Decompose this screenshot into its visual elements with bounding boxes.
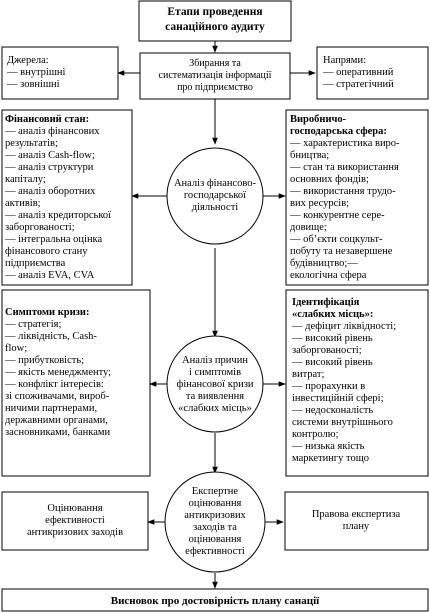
- symptoms-text-line: — стратегія;: [5, 319, 62, 330]
- production-text-line: — характеристика виро-: [290, 138, 400, 149]
- circle-expert-text-line: ефективності: [185, 546, 245, 557]
- production-text-line: основних фондів;: [290, 174, 369, 185]
- production-text-line: вих ресурсів;: [290, 198, 350, 209]
- weak-points-text-line: контролю;: [292, 429, 339, 440]
- eval-right-text-line: Правова експертиза: [311, 509, 401, 520]
- financial-text-line: підприємства: [5, 258, 66, 269]
- weak-points-text-line: — прорахунки в: [292, 381, 366, 392]
- directions-text-line: — стратегічний: [323, 79, 394, 90]
- circle-analysis-text-line: діяльності: [191, 202, 239, 213]
- weak-points-text-line: маркетингу тощо: [292, 453, 370, 464]
- production-text-line: будівництво;—: [290, 258, 358, 269]
- circle-expert-text-line: оцінювання: [188, 534, 242, 545]
- title-text-line: Етапи проведення: [167, 6, 263, 18]
- conclusion-text: [111, 595, 320, 607]
- symptoms-text-line: flow;: [5, 343, 28, 354]
- sources-text-line: Джерела:: [7, 55, 49, 66]
- title-text-line: санаційного аудиту: [165, 21, 265, 33]
- financial-text-line: — аналіз кредиторської: [5, 210, 112, 221]
- sources-text-line: — зовнішні: [7, 79, 60, 90]
- symptoms-text-line: Симптоми кризи:: [5, 307, 90, 318]
- production-text-line: довище;: [290, 222, 327, 233]
- collect-text-line: Збирання та: [189, 58, 241, 69]
- directions-text-line: Напрями:: [323, 55, 366, 66]
- financial-text-line: Фінансовий стан:: [5, 114, 90, 125]
- weak-points-text-line: витрат;: [292, 369, 325, 380]
- directions-text-line: — оперативний: [323, 67, 394, 78]
- conclusion-text-line: Висновок про достовірність плану санації: [110, 595, 320, 607]
- symptoms-text-line: державними органами,: [5, 415, 108, 426]
- financial-text-line: — аналіз оборотних: [5, 186, 96, 197]
- weak-points-text-line: — низька якість: [292, 441, 365, 452]
- financial-text-line: активів;: [5, 198, 41, 209]
- circle-expert-text-line: заходів та: [193, 522, 237, 533]
- symptoms-text-line: — прибутковість;: [5, 355, 85, 366]
- circle-crisis-text-line: фінансової кризи: [176, 379, 254, 390]
- financial-text-line: — аналіз фінансових: [5, 126, 100, 137]
- financial-text-line: результатів;: [5, 138, 58, 149]
- symptoms-text-line: ничими партнерами,: [5, 403, 98, 414]
- production-text-line: екологічна сфера: [290, 270, 367, 281]
- weak-points-text-line: Ідентифікація: [292, 297, 360, 308]
- symptoms-text-line: — ліквідність, Cash-: [5, 331, 97, 342]
- symptoms-text-line: — конфлікт інтересів:: [5, 379, 104, 390]
- weak-points-text-line: заборгованості;: [292, 345, 362, 356]
- production-text-line: бництва;: [290, 150, 330, 161]
- sources-text-line: — внутрішні: [7, 67, 66, 78]
- weak-points-text-line: — високий рівень: [292, 333, 373, 344]
- weak-points-text-line: системи внутрішнього: [292, 417, 393, 428]
- financial-text-line: — аналіз структури: [5, 162, 94, 173]
- financial-text-line: фінансового стану: [5, 246, 88, 257]
- symptoms-text-line: зі споживачами, вироб-: [5, 391, 110, 402]
- circle-expert-text-line: Експертне: [191, 486, 239, 497]
- weak-points-text-line: — дефіцит ліквідності;: [292, 321, 397, 332]
- circle-crisis-text-line: і симптомів: [188, 367, 242, 378]
- weak-points-text-line: — недосконалість: [292, 405, 374, 416]
- financial-text-line: заборгованості;: [5, 222, 75, 233]
- production-text-line: — об’єкти соцкульт-: [290, 234, 383, 245]
- eval-right-text-line: плану: [342, 521, 370, 532]
- eval-left-text-line: ефективності: [45, 515, 105, 526]
- circle-crisis-text-line: Аналіз причин: [182, 355, 248, 366]
- production-text-line: — стан та використання: [290, 162, 399, 173]
- production-text-line: господарська сфера:: [290, 126, 387, 137]
- circle-analysis-text-line: господарської: [183, 190, 247, 201]
- circle-analysis-text-line: Аналіз фінансово-: [173, 178, 257, 189]
- symptoms-text-line: засновниками, банками: [5, 427, 111, 438]
- production-text-line: Виробничо-: [290, 114, 347, 125]
- circle-crisis-text-line: та виявлення: [185, 391, 245, 402]
- circle-expert-text-line: антикризових: [184, 510, 246, 521]
- symptoms-text-line: — якість менеджменту;: [5, 367, 112, 378]
- circle-expert-text-line: оцінювання: [188, 498, 242, 509]
- weak-points-text-line: — високий рівень: [292, 357, 373, 368]
- collect-text-line: систематизація інформації: [158, 70, 272, 81]
- production-text-line: — використання трудо-: [290, 186, 396, 197]
- financial-text-line: — інтегральна оцінка: [5, 234, 103, 245]
- circle-crisis-text-line: «слабких місць»: [178, 403, 252, 414]
- financial-text-line: — аналіз Cash-flow;: [5, 150, 95, 161]
- circle-crisis-text: [177, 355, 254, 414]
- weak-points-text-line: інвестиційній сфері;: [292, 393, 384, 404]
- eval-left-text-line: антикризових заходів: [26, 527, 124, 538]
- eval-left-text-line: Оцінювання: [47, 503, 103, 514]
- production-text-line: — конкурентне сере-: [290, 210, 385, 221]
- production-text-line: побуту та незавершене: [290, 246, 393, 257]
- collect-text-line: про підприємство: [177, 82, 253, 93]
- financial-text-line: капіталу;: [5, 174, 46, 185]
- financial-text-line: — аналіз EVA, CVA: [5, 270, 95, 281]
- weak-points-text-line: «слабких місць»:: [292, 309, 374, 320]
